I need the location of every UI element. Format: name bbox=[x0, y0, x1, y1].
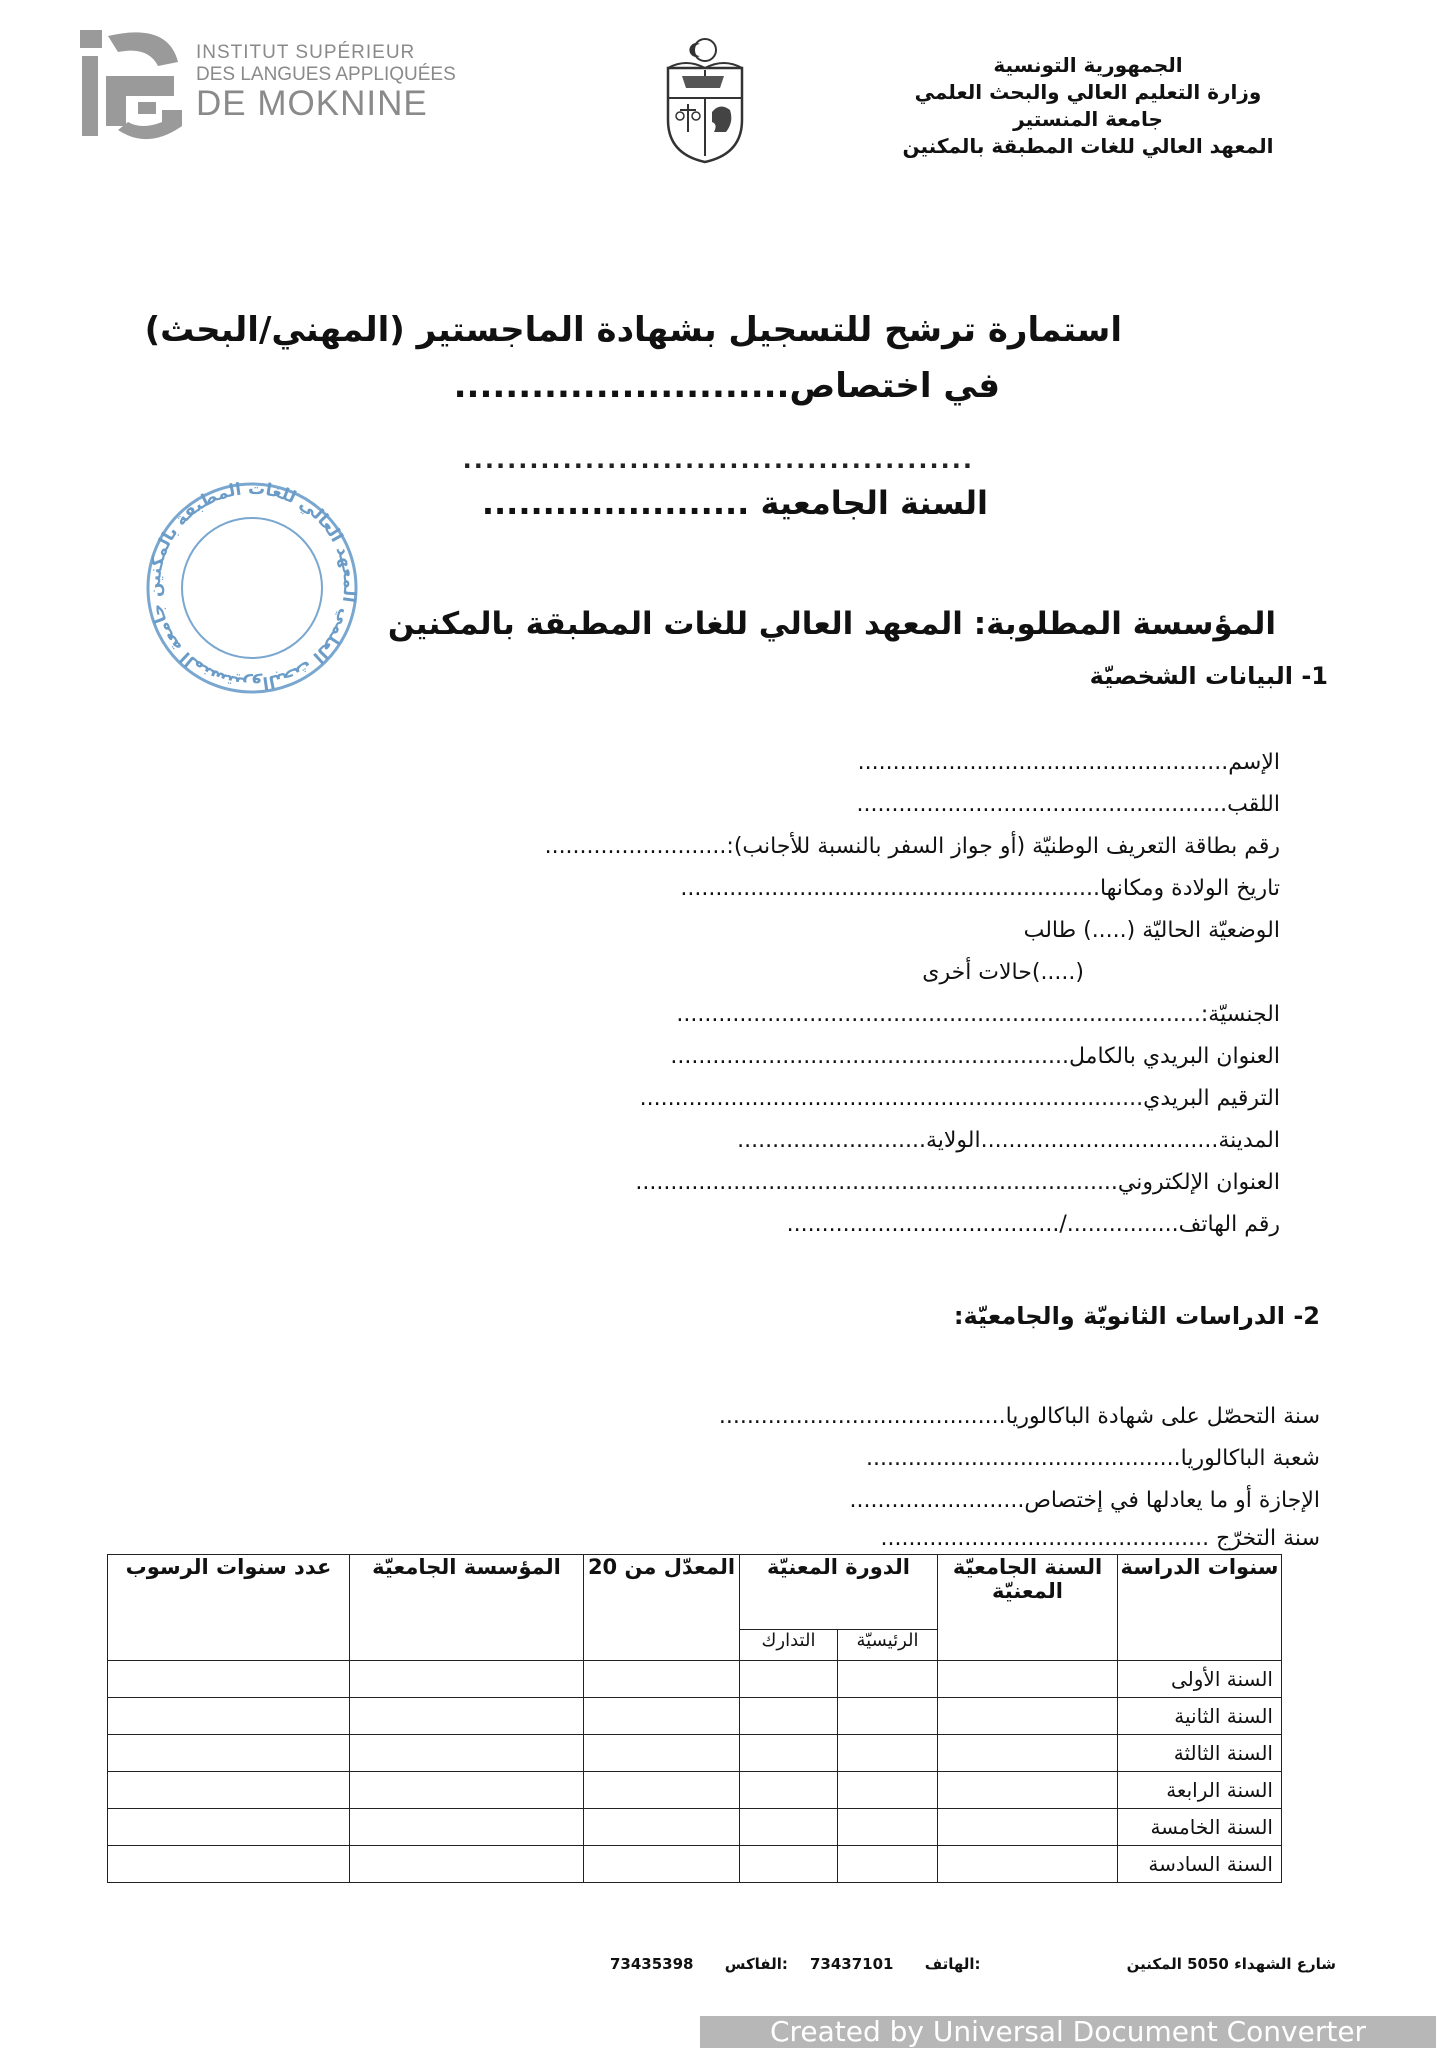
field-last-name[interactable]: اللقب..................................................... bbox=[856, 792, 1280, 817]
academic-year-line: السنة الجامعية ...................... bbox=[481, 484, 988, 522]
table-cell[interactable] bbox=[740, 1846, 838, 1883]
table-cell[interactable] bbox=[938, 1698, 1118, 1735]
table-row bbox=[108, 1772, 1282, 1809]
field-full-address[interactable]: العنوان البريدي بالكامل......................................................... bbox=[670, 1044, 1280, 1069]
footer-fax-label: الفاكس: bbox=[724, 1955, 788, 1973]
table-cell[interactable] bbox=[740, 1735, 838, 1772]
table-row bbox=[108, 1846, 1282, 1883]
field-graduation-year[interactable]: سنة التخرّج ............................................... bbox=[880, 1526, 1320, 1551]
table-cell[interactable] bbox=[584, 1809, 740, 1846]
footer-phone bbox=[810, 1955, 981, 1973]
table-cell[interactable] bbox=[838, 1809, 938, 1846]
table-cell[interactable] bbox=[838, 1735, 938, 1772]
table-cell[interactable] bbox=[740, 1772, 838, 1809]
field-email[interactable]: العنوان الإلكتروني..................................................................... bbox=[635, 1170, 1280, 1195]
table-row bbox=[108, 1661, 1282, 1698]
table-cell[interactable] bbox=[584, 1735, 740, 1772]
table-cell[interactable] bbox=[938, 1661, 1118, 1698]
table-cell[interactable] bbox=[584, 1661, 740, 1698]
header-session: الدورة المعنيّة bbox=[740, 1555, 938, 1630]
table-row bbox=[108, 1735, 1282, 1772]
footer-phone-number: 73437101 bbox=[810, 1955, 894, 1973]
field-status-other[interactable]: (.....)حالات أخرى bbox=[922, 960, 1084, 985]
header-academic-year: السنة الجامعيّة المعنيّة bbox=[938, 1555, 1118, 1661]
table-row bbox=[108, 1698, 1282, 1735]
field-nationality[interactable]: الجنسيّة:........................................................................... bbox=[676, 1002, 1280, 1027]
university-line: جامعة المنستير bbox=[1013, 107, 1163, 131]
official-stamp bbox=[140, 478, 365, 698]
footer-fax bbox=[610, 1955, 788, 1973]
field-bac-year[interactable]: سنة التحصّل على شهادة الباكالوريا......................................... bbox=[718, 1404, 1320, 1429]
table-cell[interactable] bbox=[350, 1661, 584, 1698]
table-cell[interactable] bbox=[938, 1846, 1118, 1883]
row-label: السنة الرابعة bbox=[1118, 1772, 1282, 1809]
converter-watermark: Created by Universal Document Converter bbox=[700, 2016, 1436, 2048]
section-studies-heading: 2- الدراسات الثانويّة والجامعيّة: bbox=[953, 1302, 1320, 1330]
requested-institution: المؤسسة المطلوبة: المعهد العالي للغات المطبقة بالمكنين bbox=[387, 606, 1276, 642]
stamp-ring-text: والبحث العلمي المعهد العالي للغات المطبقة بالمكنين جامعة المنستير bbox=[144, 478, 360, 694]
table-cell[interactable] bbox=[838, 1772, 938, 1809]
header-institution: المؤسسة الجامعيّة bbox=[350, 1555, 584, 1661]
row-label: السنة السادسة bbox=[1118, 1846, 1282, 1883]
table-cell[interactable] bbox=[584, 1846, 740, 1883]
logo-line-2: DES LANGUES APPLIQUÉES bbox=[196, 64, 456, 85]
table-cell[interactable] bbox=[584, 1698, 740, 1735]
table-cell[interactable] bbox=[108, 1846, 350, 1883]
table-cell[interactable] bbox=[740, 1809, 838, 1846]
field-id-number[interactable]: رقم بطاقة التعريف الوطنيّة (أو جواز السفر بالنسبة للأجانب):.......................... bbox=[544, 834, 1280, 859]
header-failed-years: عدد سنوات الرسوب bbox=[108, 1555, 350, 1661]
coat-of-arms-icon bbox=[660, 36, 750, 164]
table-cell[interactable] bbox=[108, 1735, 350, 1772]
logo-line-1: INSTITUT SUPÉRIEUR bbox=[196, 42, 416, 63]
table-cell[interactable] bbox=[350, 1735, 584, 1772]
logo-mark-icon bbox=[78, 26, 188, 150]
table-cell[interactable] bbox=[838, 1661, 938, 1698]
footer-phone-label: الهاتف: bbox=[924, 1955, 981, 1973]
footer-address: شارع الشهداء 5050 المكنين bbox=[1126, 1955, 1336, 1973]
institute-line: المعهد العالي للغات المطبقة بالمكنين bbox=[902, 134, 1274, 158]
field-bac-stream[interactable]: شعبة الباكالوريا............................................. bbox=[865, 1446, 1320, 1471]
row-label: السنة الخامسة bbox=[1118, 1809, 1282, 1846]
subheader-main-session: الرئيسيّة bbox=[838, 1630, 938, 1661]
table-cell[interactable] bbox=[838, 1846, 938, 1883]
footer-fax-number: 73435398 bbox=[610, 1955, 694, 1973]
table-cell[interactable] bbox=[108, 1772, 350, 1809]
row-label: السنة الأولى bbox=[1118, 1661, 1282, 1698]
table-cell[interactable] bbox=[350, 1698, 584, 1735]
field-birth-date-place[interactable]: تاريخ الولادة ومكانها............................................................ bbox=[680, 876, 1280, 901]
table-cell[interactable] bbox=[350, 1846, 584, 1883]
subheader-makeup-session: التدارك bbox=[740, 1630, 838, 1661]
row-label: السنة الثانية bbox=[1118, 1698, 1282, 1735]
table-cell[interactable] bbox=[838, 1698, 938, 1735]
table-row bbox=[108, 1809, 1282, 1846]
table-cell[interactable] bbox=[938, 1735, 1118, 1772]
form-title: استمارة ترشح للتسجيل بشهادة الماجستير (المهني/البحث) bbox=[144, 310, 1122, 350]
specialty-dots-line: .............................................. bbox=[462, 446, 974, 474]
logo-wordmark bbox=[196, 42, 456, 124]
table-cell[interactable] bbox=[350, 1772, 584, 1809]
field-postal-code[interactable]: الترقيم البريدي........................................................................ bbox=[639, 1086, 1280, 1111]
logo-line-3: DE MOKNINE bbox=[196, 84, 428, 123]
field-first-name[interactable]: الإسم..................................................... bbox=[857, 750, 1280, 775]
table-cell[interactable] bbox=[938, 1809, 1118, 1846]
ministry-line: وزارة التعليم العالي والبحث العلمي bbox=[914, 80, 1262, 104]
table-cell[interactable] bbox=[740, 1698, 838, 1735]
row-label: السنة الثالثة bbox=[1118, 1735, 1282, 1772]
section-personal-data-heading: 1- البيانات الشخصيّة bbox=[1089, 662, 1328, 690]
table-cell[interactable] bbox=[108, 1698, 350, 1735]
table-cell[interactable] bbox=[938, 1772, 1118, 1809]
field-status-student[interactable]: الوضعيّة الحاليّة (.....) طالب bbox=[1023, 918, 1280, 943]
specialty-line: في اختصاص.......................... bbox=[453, 366, 1000, 406]
header-study-years: سنوات الدراسة bbox=[1118, 1555, 1282, 1661]
table-cell[interactable] bbox=[350, 1809, 584, 1846]
table-header-row bbox=[108, 1555, 1282, 1630]
ministry-header bbox=[838, 52, 1338, 160]
republic-line: الجمهورية التونسية bbox=[993, 53, 1183, 77]
header-average: المعدّل من 20 bbox=[584, 1555, 740, 1661]
field-degree-specialty[interactable]: الإجازة أو ما يعادلها في إختصاص......................... bbox=[849, 1488, 1320, 1513]
field-city-governorate[interactable]: المدينة..................................الولاية........................... bbox=[737, 1128, 1280, 1153]
field-phone[interactable]: رقم الهاتف................/....................................... bbox=[786, 1212, 1280, 1237]
table-cell[interactable] bbox=[108, 1809, 350, 1846]
table-cell[interactable] bbox=[740, 1661, 838, 1698]
table-cell[interactable] bbox=[108, 1661, 350, 1698]
table-cell[interactable] bbox=[584, 1772, 740, 1809]
studies-table bbox=[107, 1554, 1282, 1883]
